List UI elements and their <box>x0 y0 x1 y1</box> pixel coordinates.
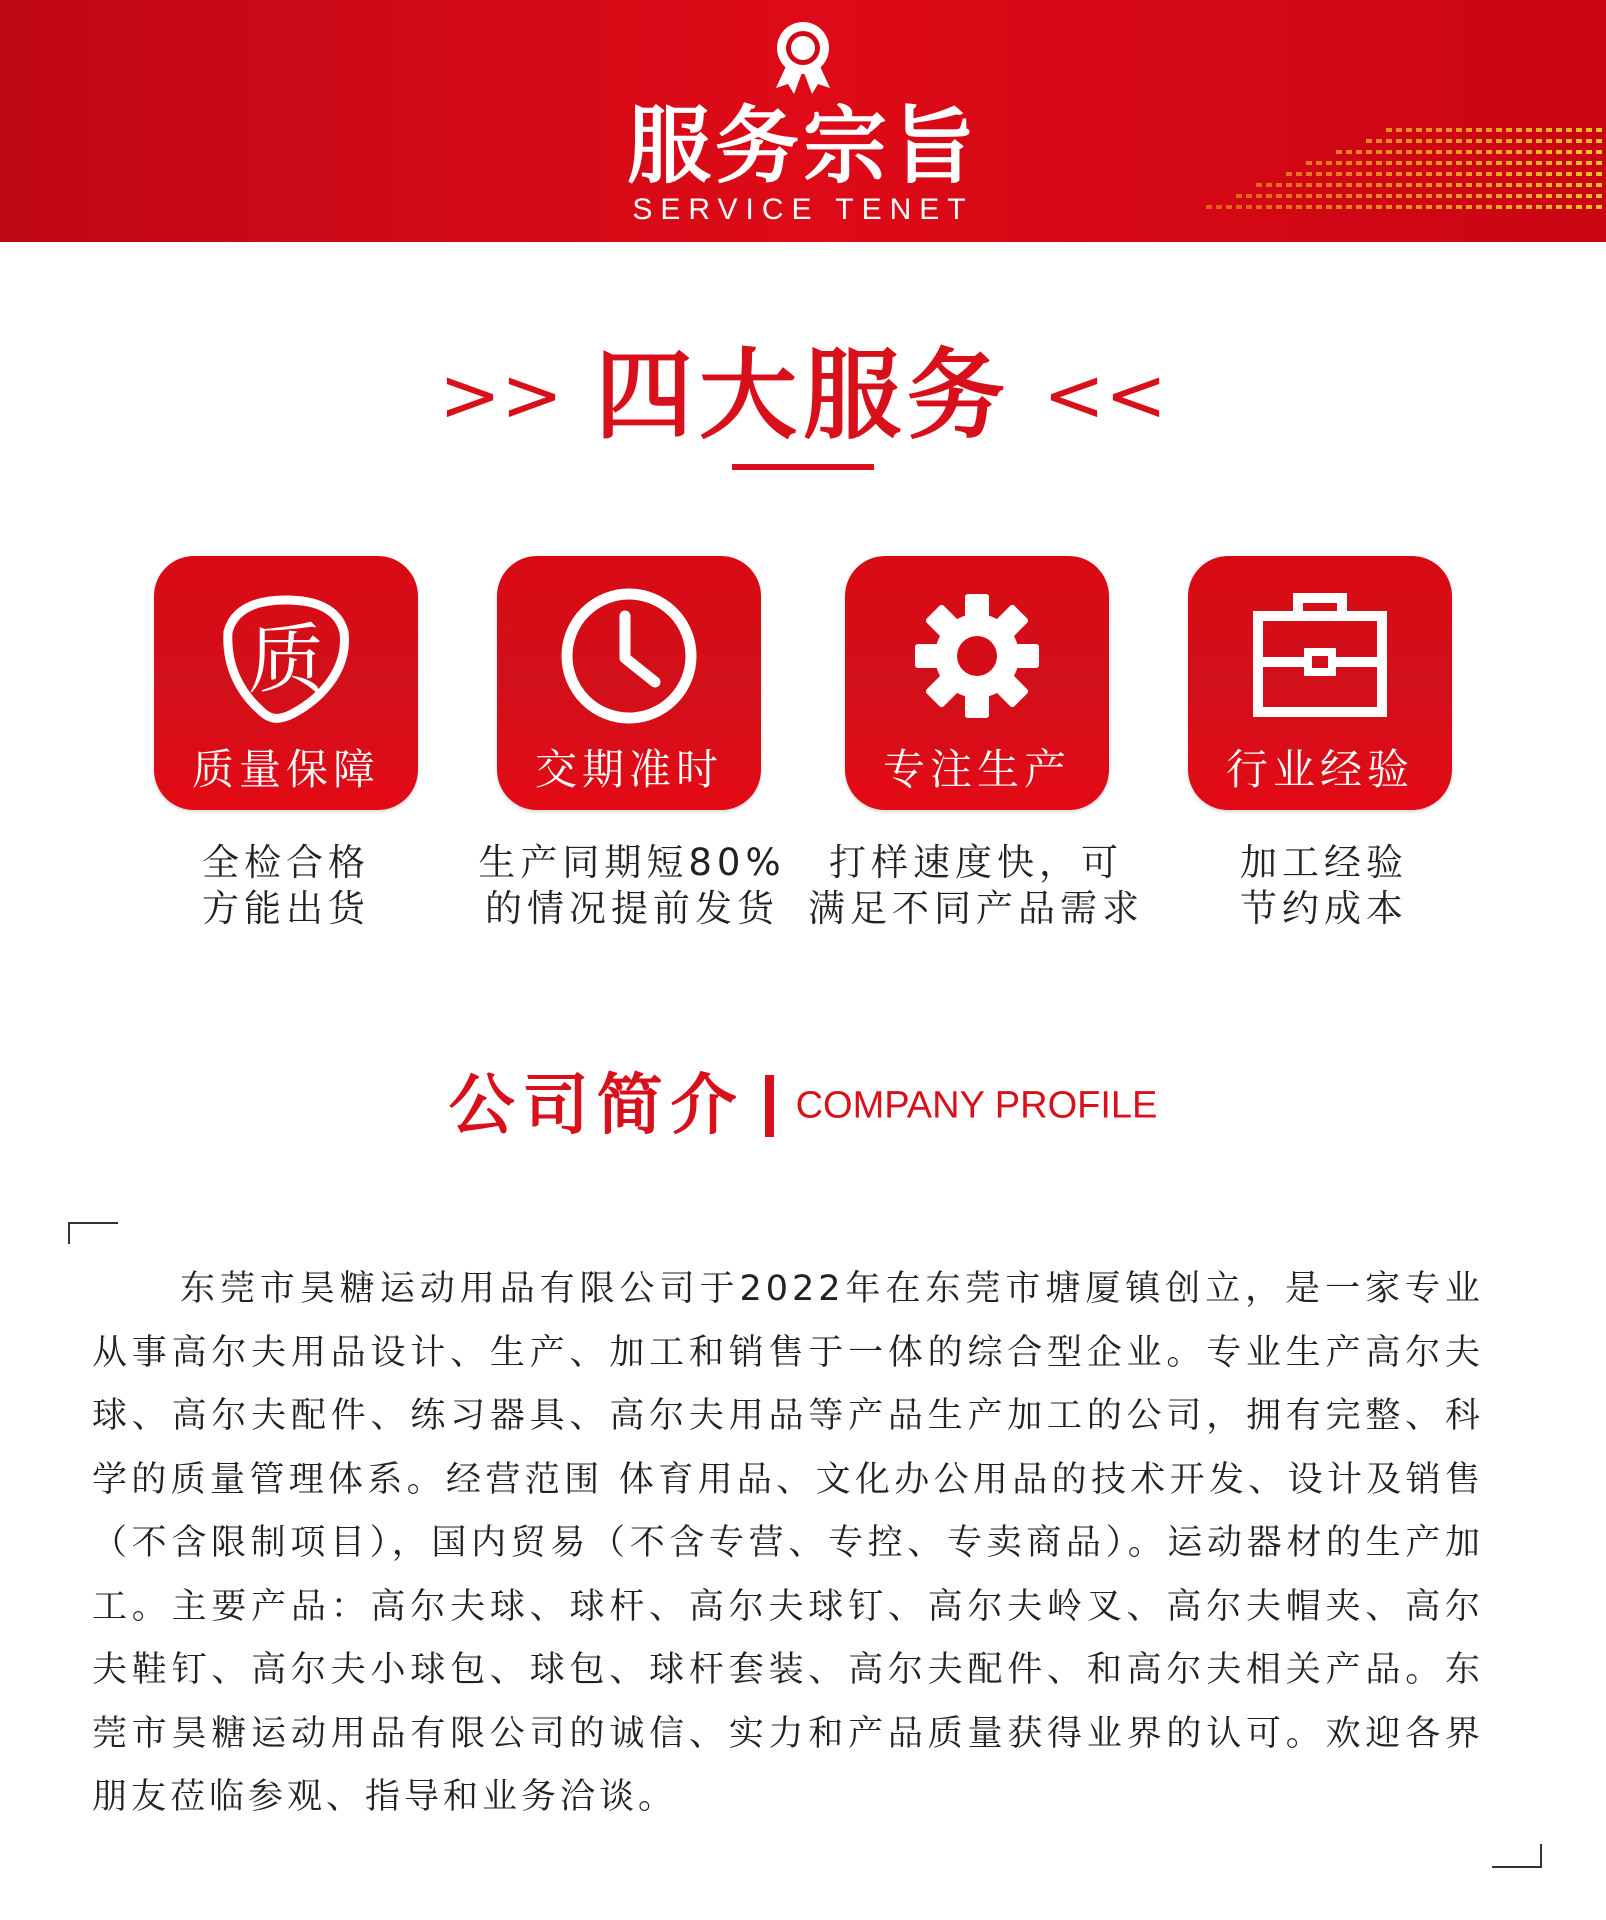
service-card-delivery <box>497 556 761 810</box>
description-line: 加工经验 <box>1240 841 1408 884</box>
header-banner <box>0 0 1606 242</box>
banner-subtitle: SERVICE TENET <box>632 193 974 226</box>
description-line: 方能出货 <box>202 887 370 930</box>
svg-text:质: 质 <box>248 615 324 704</box>
gear-icon <box>907 586 1047 726</box>
corner-bracket-bottom-right <box>1492 1844 1542 1868</box>
briefcase-icon <box>1250 586 1390 726</box>
description-line: 节约成本 <box>1240 887 1408 930</box>
service-description <box>442 840 822 932</box>
service-description <box>96 840 476 932</box>
description-line: 满足不同产品需求 <box>808 887 1144 930</box>
description-line: 的情况提前发货 <box>485 887 779 930</box>
left-arrows: >> <box>438 352 563 439</box>
profile-title-cn: 公司简介 <box>448 1066 745 1144</box>
profile-heading <box>0 1066 1606 1144</box>
service-label: 专注生产 <box>882 745 1071 794</box>
profile-body-text: 东莞市昊糖运动用品有限公司于2022年在东莞市塘厦镇创立，是一家专业从事高尔夫用品设计、生产、加工和销售于一体的综合型企业。专业生产高尔夫球、高尔夫配件、练习器具、高尔夫用品等产品生产加工的公司，拥有完整、科学的质量管理体系。经营范围 体育用品、文化办公用品的技术开发、设计及销售（不含限制项目），国内贸易（不含专营、专控、专卖商品）。运动器材的生产加工。主要产品：高尔夫球、球杆、高尔夫球钉、高尔夫岭叉、高尔夫帽夹、高尔夫鞋钉、高尔夫小球包、球包、球杆套装、高尔夫配件、和高尔夫相关产品。东莞市昊糖运动用品有限公司的诚信、实力和产品质量获得业界的认可。欢迎各界朋友莅临参观、指导和业务洽谈。 <box>92 1269 1484 1817</box>
heading-underline <box>732 464 874 470</box>
service-card-quality <box>154 556 418 810</box>
quality-badge-icon <box>216 586 356 726</box>
corner-bracket-top-left <box>68 1222 118 1244</box>
banner-title: 服务宗旨 <box>626 97 979 195</box>
service-label: 交期准时 <box>534 745 723 794</box>
services-title: 四大服务 <box>594 338 1011 453</box>
services-heading <box>0 340 1606 451</box>
service-card-experience <box>1188 556 1452 810</box>
ribbon-award-icon <box>766 18 840 96</box>
service-description <box>786 840 1166 932</box>
service-label: 质量保障 <box>191 745 380 794</box>
service-description <box>1134 840 1514 932</box>
right-arrows: << <box>1043 352 1168 439</box>
service-label: 行业经验 <box>1225 745 1414 794</box>
heading-divider <box>765 1075 774 1137</box>
description-line: 全检合格 <box>202 841 370 884</box>
clock-icon <box>559 586 699 726</box>
service-card-production <box>845 556 1109 810</box>
description-line: 打样速度快，可 <box>829 841 1123 884</box>
description-line: 生产同期短80% <box>478 841 786 884</box>
profile-title-en: COMPANY PROFILE <box>795 1084 1158 1127</box>
